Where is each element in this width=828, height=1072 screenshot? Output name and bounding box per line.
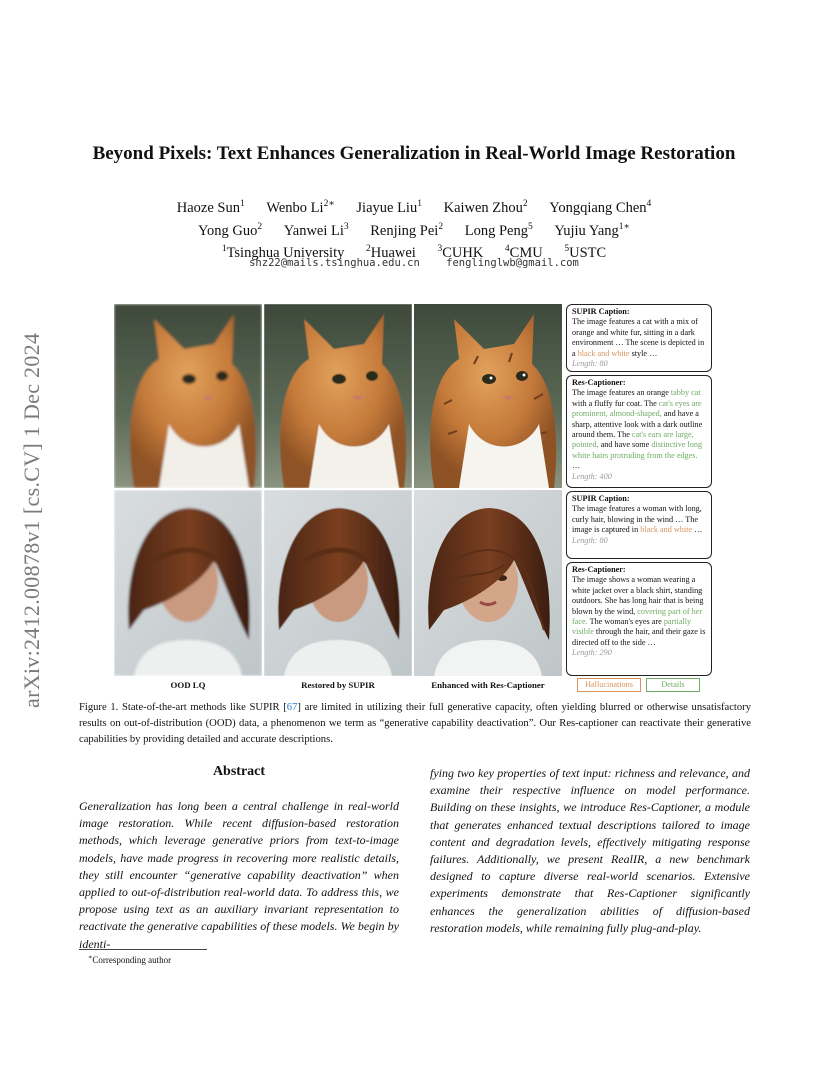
caption-text: … — [572, 461, 581, 471]
caption-box-woman-res — [566, 562, 712, 676]
author-affiliation-mark: 2 — [257, 221, 263, 232]
author-name: Yongqiang Chen — [549, 199, 647, 216]
woman-ood-lq-image — [114, 490, 262, 676]
affiliation-mark: 2 — [365, 244, 371, 255]
figure-caption-label: Figure 1. — [79, 702, 119, 713]
authors-line-1 — [100, 195, 728, 218]
author — [549, 200, 651, 216]
caption-box-text — [572, 388, 706, 471]
author-affiliation-mark: 3 — [343, 221, 349, 232]
figure-caption-text: State-of-the-art methods like SUPIR [ — [118, 702, 287, 713]
author-affiliation-mark: 2∗ — [323, 199, 335, 209]
affiliation-mark: 3 — [437, 244, 443, 255]
email-link[interactable]: shz22@mails.tsinghua.edu.cn — [249, 257, 420, 269]
abstract-text-right: fying two key properties of text input: richness and relevance, and examine their respective influence on model performance. Building on these insights, we introduce Res-Captioner, a module that generates enhanced textual descriptions tailored to image content and degradation levels, effectively mitigating response failures. Additionally, we present RealIR, a new benchmark designed to capture diverse real-world scenarios. Extensive experiments demonstrate that Res-Captioner significantly enhances the generalization abilities of diffusion-based restoration models, while remaining fully plug-and-play. — [430, 766, 750, 935]
author-affiliation-mark: 5 — [527, 221, 533, 232]
arxiv-identifier: arXiv:2412.00878v1 [cs.CV] 1 Dec 2024 — [19, 332, 44, 708]
author — [284, 223, 349, 239]
affiliation-name: Huawei — [370, 245, 416, 262]
author-name: Yujiu Yang — [554, 222, 619, 239]
caption-box-heading: SUPIR Caption: — [572, 307, 630, 316]
hallucination-highlight: black and white — [577, 348, 630, 358]
footnote-rule — [79, 949, 207, 950]
email-line — [100, 257, 728, 269]
caption-text: and have a sharp, attentive look with a dark outline around them. The — [572, 409, 703, 440]
caption-text: The image features a cat with a mix of orange and white fur, sitting in a dark environment … The scene is depicted in a — [572, 317, 705, 358]
caption-text: and have some — [598, 440, 652, 450]
column-label-ood-lq: OOD LQ — [170, 680, 206, 690]
footnote-text: Corresponding author — [92, 955, 172, 965]
author-block — [100, 195, 728, 263]
paper-title: Beyond Pixels: Text Enhances Generalization in Real-World Image Restoration — [92, 143, 736, 164]
caption-text: style … — [629, 348, 658, 358]
email-link[interactable]: fenglinglwb@gmail.com — [446, 257, 579, 269]
author — [444, 200, 528, 216]
detail-highlight: cat's ears are large, pointed, — [572, 430, 694, 450]
column-label-supir: Restored by SUPIR — [301, 680, 375, 690]
column-label-res-captioner: Enhanced with Res-Captioner — [431, 680, 545, 690]
author — [356, 200, 422, 216]
caption-text: The image shows a woman wearing a white jacket over a black shirt, standing outdoors. She has long hair that is being blown by the wind, — [572, 575, 704, 616]
affiliation-mark: 4 — [504, 244, 510, 255]
author — [465, 223, 533, 239]
caption-length: Length: 80 — [572, 359, 608, 369]
affiliation-name: CUHK — [442, 245, 484, 262]
author — [198, 223, 262, 239]
affiliation-name: USTC — [569, 245, 607, 262]
author — [554, 223, 630, 239]
author-affiliation-mark: 2 — [522, 199, 528, 209]
author-name: Haoze Sun — [176, 199, 240, 216]
woman-res-captioner-image — [414, 490, 562, 676]
caption-length: Length: 290 — [572, 648, 612, 658]
caption-box-cat-res — [566, 375, 712, 488]
caption-text: through the hair, and their gaze is directed off to the side … — [572, 627, 706, 647]
footnote-mark: ∗ — [88, 954, 93, 961]
author — [177, 200, 245, 216]
affiliation-mark: 5 — [564, 244, 570, 255]
author-name: Yong Guo — [197, 222, 258, 239]
authors-line-2 — [100, 218, 728, 241]
author — [266, 200, 334, 216]
abstract-text-left: Generalization has long been a central challenge in real-world image restoration. While recent diffusion-based restoration methods, which leverage generative priors from text-to-image models, have made progress in recovering more realistic details, they still encounter “generative capability deactivation” when applied to out-of-distribution real-world data. To address this, we propose using text as an auxiliary invariant representation to reactivate the generative capabilities of these models. We begin by identi- — [79, 799, 399, 951]
detail-highlight: covering part of her face. — [572, 606, 703, 627]
caption-box-heading: SUPIR Caption: — [572, 494, 630, 503]
detail-highlight: tabby cat — [670, 388, 701, 398]
detail-highlight: cat's eyes are prominent, almond-shaped, — [572, 398, 702, 419]
caption-box-heading: Res-Captioner: — [572, 565, 626, 574]
caption-length: Length: 80 — [572, 535, 608, 545]
caption-length: Length: 400 — [572, 471, 612, 481]
author-affiliation-mark: 1∗ — [618, 221, 631, 232]
caption-text: … — [692, 525, 703, 535]
legend-hallucinations: Hallucinations — [577, 678, 641, 692]
author-affiliation-mark: 4 — [646, 199, 652, 209]
detail-highlight: distinctive long white hairs protruding from the edges. — [572, 440, 703, 460]
caption-box-text — [572, 317, 706, 359]
author — [370, 223, 443, 239]
author-name: Wenbo Li — [266, 199, 324, 216]
author-affiliation-mark: 2 — [438, 221, 444, 232]
author-name: Kaiwen Zhou — [443, 199, 523, 216]
detail-highlight: partially visible — [572, 617, 692, 637]
legend-details: Details — [646, 678, 700, 692]
caption-box-woman-supir — [566, 491, 712, 559]
author-name: Long Peng — [464, 222, 528, 239]
affiliation-name: Tsinghua University — [226, 245, 345, 262]
abstract-heading: Abstract — [212, 764, 266, 779]
woman-supir-image — [264, 490, 412, 676]
figure-caption-text: ] are limited in utilizing their full generative capacity, often yielding blurred or otherwise unsatisfactory results on out-of-distribution (OOD) data, a phenomenon we term as “generative capability deactivation”. Our Res-captioner can reactivate their generative capabilities by providing detailed and accurate descriptions. — [79, 702, 751, 745]
citation-link[interactable]: 67 — [286, 702, 298, 713]
affiliation-mark: 1 — [221, 244, 227, 255]
footnote — [88, 953, 171, 965]
author-affiliation-mark: 1 — [417, 199, 422, 209]
caption-box-text — [572, 575, 706, 648]
hallucination-highlight: black and white — [640, 525, 693, 535]
caption-box-text — [572, 504, 706, 535]
cat-res-captioner-image — [414, 304, 562, 488]
author-name: Renjing Pei — [370, 222, 439, 239]
caption-text: The image features a woman with long, curly hair, blowing in the wind … The image is captured in — [572, 504, 702, 535]
caption-box-cat-supir — [566, 304, 712, 372]
author-affiliation-mark: 1 — [239, 199, 245, 209]
author-name: Jiayue Liu — [356, 199, 418, 216]
cat-ood-lq-image — [114, 304, 262, 488]
author-name: Yanwei Li — [283, 222, 344, 239]
caption-text: with a fluffy fur coat. The — [572, 398, 659, 408]
caption-box-heading: Res-Captioner: — [572, 378, 626, 387]
figure-1 — [114, 304, 714, 696]
cat-supir-image — [264, 304, 412, 488]
caption-text: The image features an orange — [572, 388, 671, 398]
figure-caption — [79, 700, 751, 748]
affiliation-name: CMU — [509, 245, 543, 262]
caption-text: The woman's eyes are — [587, 617, 664, 627]
